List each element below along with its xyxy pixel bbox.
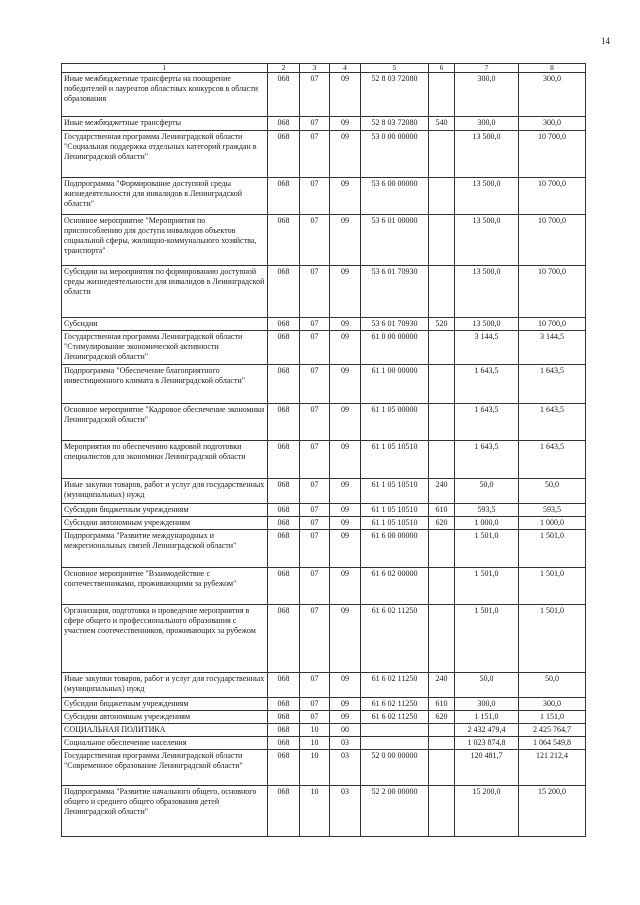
subsection-cell: 09 bbox=[330, 530, 361, 568]
subsection-cell: 09 bbox=[330, 441, 361, 479]
admin-code-cell: 068 bbox=[268, 750, 300, 786]
target-article-cell: 61 0 00 00000 bbox=[361, 331, 429, 365]
column-header: 3 bbox=[300, 64, 330, 73]
admin-code-cell: 068 bbox=[268, 479, 300, 504]
expense-type-cell bbox=[429, 404, 455, 441]
column-header: 4 bbox=[330, 64, 361, 73]
expense-type-cell: 620 bbox=[429, 517, 455, 530]
target-article-cell: 52 2 00 00000 bbox=[361, 786, 429, 837]
amount-year2-cell: 300,0 bbox=[519, 698, 586, 711]
table-row bbox=[62, 215, 586, 266]
amount-year2-cell: 1 643,5 bbox=[519, 404, 586, 441]
section-cell: 07 bbox=[300, 441, 330, 479]
table-row bbox=[62, 517, 586, 530]
table-row bbox=[62, 266, 586, 318]
column-header: 5 bbox=[361, 64, 429, 73]
subsection-cell: 09 bbox=[330, 131, 361, 178]
section-cell: 07 bbox=[300, 530, 330, 568]
admin-code-cell: 068 bbox=[268, 673, 300, 698]
row-name-cell: Социальное обеспечение населения bbox=[62, 737, 268, 750]
target-article-cell: 53 6 01 70930 bbox=[361, 266, 429, 318]
expense-type-cell bbox=[429, 215, 455, 266]
admin-code-cell: 068 bbox=[268, 504, 300, 517]
admin-code-cell: 068 bbox=[268, 605, 300, 673]
amount-year2-cell: 1 643,5 bbox=[519, 365, 586, 404]
target-article-cell: 53 6 01 00000 bbox=[361, 215, 429, 266]
expense-type-cell: 610 bbox=[429, 698, 455, 711]
amount-year2-cell: 1 151,0 bbox=[519, 711, 586, 724]
admin-code-cell: 068 bbox=[268, 365, 300, 404]
amount-year2-cell: 300,0 bbox=[519, 73, 586, 117]
subsection-cell: 09 bbox=[330, 73, 361, 117]
row-name-cell: Субсидии на мероприятия по формированию доступной среды жизнедеятельности для инвалидов в Ленинградской области bbox=[62, 266, 268, 318]
header-row bbox=[62, 64, 586, 73]
section-cell: 07 bbox=[300, 365, 330, 404]
table-row bbox=[62, 530, 586, 568]
admin-code-cell: 068 bbox=[268, 786, 300, 837]
amount-year1-cell: 1 023 874,8 bbox=[455, 737, 519, 750]
table-row bbox=[62, 737, 586, 750]
row-name-cell: Иные межбюджетные трансферты на поощрение победителей и лауреатов областных конкурсов в области образования bbox=[62, 73, 268, 117]
target-article-cell: 61 1 05 10510 bbox=[361, 517, 429, 530]
amount-year1-cell: 1 501,0 bbox=[455, 530, 519, 568]
table-row bbox=[62, 673, 586, 698]
table-row bbox=[62, 331, 586, 365]
expense-type-cell bbox=[429, 441, 455, 479]
section-cell: 10 bbox=[300, 737, 330, 750]
row-name-cell: Субсидии bbox=[62, 318, 268, 331]
amount-year1-cell: 13 500,0 bbox=[455, 131, 519, 178]
amount-year2-cell: 593,5 bbox=[519, 504, 586, 517]
amount-year1-cell: 13 500,0 bbox=[455, 318, 519, 331]
section-cell: 07 bbox=[300, 517, 330, 530]
row-name-cell: Субсидии автономным учреждениям bbox=[62, 711, 268, 724]
amount-year2-cell: 1 064 549,8 bbox=[519, 737, 586, 750]
expense-type-cell bbox=[429, 331, 455, 365]
section-cell: 07 bbox=[300, 504, 330, 517]
subsection-cell: 09 bbox=[330, 673, 361, 698]
admin-code-cell: 068 bbox=[268, 215, 300, 266]
amount-year1-cell: 2 432 479,4 bbox=[455, 724, 519, 737]
subsection-cell: 09 bbox=[330, 517, 361, 530]
subsection-cell: 09 bbox=[330, 331, 361, 365]
table-row bbox=[62, 568, 586, 605]
subsection-cell: 09 bbox=[330, 178, 361, 215]
table-row bbox=[62, 504, 586, 517]
amount-year2-cell: 10 700,0 bbox=[519, 266, 586, 318]
row-name-cell: Мероприятия по обеспечению кадровой подготовки специалистов для экономики Ленинградской области bbox=[62, 441, 268, 479]
admin-code-cell: 068 bbox=[268, 724, 300, 737]
admin-code-cell: 068 bbox=[268, 331, 300, 365]
amount-year1-cell: 300,0 bbox=[455, 698, 519, 711]
subsection-cell: 09 bbox=[330, 215, 361, 266]
row-name-cell: Государственная программа Ленинградской области "Современное образование Ленинградской области" bbox=[62, 750, 268, 786]
row-name-cell: Основное мероприятие "Взаимодействие с соотечественниками, проживающими за рубежом" bbox=[62, 568, 268, 605]
section-cell: 07 bbox=[300, 73, 330, 117]
admin-code-cell: 068 bbox=[268, 737, 300, 750]
subsection-cell: 09 bbox=[330, 568, 361, 605]
amount-year1-cell: 3 144,5 bbox=[455, 331, 519, 365]
target-article-cell: 61 1 00 00000 bbox=[361, 365, 429, 404]
section-cell: 07 bbox=[300, 266, 330, 318]
page-number: 14 bbox=[601, 36, 610, 46]
subsection-cell: 09 bbox=[330, 365, 361, 404]
section-cell: 07 bbox=[300, 673, 330, 698]
expense-type-cell bbox=[429, 178, 455, 215]
subsection-cell: 09 bbox=[330, 479, 361, 504]
table-row bbox=[62, 724, 586, 737]
target-article-cell: 61 6 02 11250 bbox=[361, 711, 429, 724]
target-article-cell: 61 6 00 00000 bbox=[361, 530, 429, 568]
row-name-cell: Субсидии бюджетным учреждениям bbox=[62, 698, 268, 711]
table-row bbox=[62, 318, 586, 331]
section-cell: 07 bbox=[300, 698, 330, 711]
expense-type-cell: 540 bbox=[429, 117, 455, 131]
amount-year1-cell: 120 481,7 bbox=[455, 750, 519, 786]
target-article-cell: 53 0 00 00000 bbox=[361, 131, 429, 178]
target-article-cell: 52 0 00 00000 bbox=[361, 750, 429, 786]
table-row bbox=[62, 750, 586, 786]
table-row bbox=[62, 605, 586, 673]
row-name-cell: Подпрограмма "Развитие начального общего, основного общего и среднего общего образования детей Ленинградской области" bbox=[62, 786, 268, 837]
subsection-cell: 09 bbox=[330, 266, 361, 318]
section-cell: 07 bbox=[300, 331, 330, 365]
column-header: 7 bbox=[455, 64, 519, 73]
amount-year1-cell: 50,0 bbox=[455, 479, 519, 504]
row-name-cell: Основное мероприятие "Мероприятия по приспособлению для доступа инвалидов объектов социальной сферы, жилищно-коммунального хозяйства, транспорта" bbox=[62, 215, 268, 266]
amount-year2-cell: 300,0 bbox=[519, 117, 586, 131]
amount-year1-cell: 1 000,0 bbox=[455, 517, 519, 530]
target-article-cell bbox=[361, 724, 429, 737]
table-row bbox=[62, 73, 586, 117]
amount-year1-cell: 1 151,0 bbox=[455, 711, 519, 724]
section-cell: 07 bbox=[300, 605, 330, 673]
expense-type-cell bbox=[429, 365, 455, 404]
expense-type-cell: 610 bbox=[429, 504, 455, 517]
section-cell: 07 bbox=[300, 404, 330, 441]
amount-year2-cell: 1 501,0 bbox=[519, 530, 586, 568]
target-article-cell: 61 6 02 11250 bbox=[361, 605, 429, 673]
expense-type-cell bbox=[429, 786, 455, 837]
row-name-cell: Организация, подготовка и проведение мероприятия в сфере общего и профессионального образования с участием соотечественников, проживающих за рубежом bbox=[62, 605, 268, 673]
amount-year2-cell: 1 501,0 bbox=[519, 605, 586, 673]
amount-year2-cell: 2 425 764,7 bbox=[519, 724, 586, 737]
amount-year2-cell: 50,0 bbox=[519, 479, 586, 504]
amount-year1-cell: 13 500,0 bbox=[455, 266, 519, 318]
target-article-cell: 61 6 02 00000 bbox=[361, 568, 429, 605]
row-name-cell: СОЦИАЛЬНАЯ ПОЛИТИКА bbox=[62, 724, 268, 737]
subsection-cell: 09 bbox=[330, 711, 361, 724]
row-name-cell: Иные межбюджетные трансферты bbox=[62, 117, 268, 131]
expense-type-cell: 240 bbox=[429, 673, 455, 698]
amount-year1-cell: 1 643,5 bbox=[455, 441, 519, 479]
admin-code-cell: 068 bbox=[268, 711, 300, 724]
target-article-cell: 61 1 05 10510 bbox=[361, 479, 429, 504]
admin-code-cell: 068 bbox=[268, 318, 300, 331]
row-name-cell: Субсидии автономным учреждениям bbox=[62, 517, 268, 530]
subsection-cell: 09 bbox=[330, 117, 361, 131]
table-row bbox=[62, 365, 586, 404]
subsection-cell: 09 bbox=[330, 504, 361, 517]
expense-type-cell bbox=[429, 73, 455, 117]
admin-code-cell: 068 bbox=[268, 131, 300, 178]
amount-year2-cell: 10 700,0 bbox=[519, 215, 586, 266]
admin-code-cell: 068 bbox=[268, 530, 300, 568]
column-header: 8 bbox=[519, 64, 586, 73]
expense-type-cell: 240 bbox=[429, 479, 455, 504]
row-name-cell: Подпрограмма "Развитие международных и межрегиональных связей Ленинградской области" bbox=[62, 530, 268, 568]
column-header: 1 bbox=[62, 64, 268, 73]
amount-year2-cell: 3 144,5 bbox=[519, 331, 586, 365]
amount-year2-cell: 10 700,0 bbox=[519, 131, 586, 178]
amount-year1-cell: 50,0 bbox=[455, 673, 519, 698]
table-row bbox=[62, 441, 586, 479]
expense-type-cell bbox=[429, 605, 455, 673]
admin-code-cell: 068 bbox=[268, 404, 300, 441]
table-row bbox=[62, 404, 586, 441]
section-cell: 10 bbox=[300, 786, 330, 837]
amount-year2-cell: 15 200,0 bbox=[519, 786, 586, 837]
target-article-cell: 53 6 00 00000 bbox=[361, 178, 429, 215]
column-header: 6 bbox=[429, 64, 455, 73]
table-row bbox=[62, 698, 586, 711]
amount-year1-cell: 15 200,0 bbox=[455, 786, 519, 837]
amount-year2-cell: 50,0 bbox=[519, 673, 586, 698]
amount-year2-cell: 121 212,4 bbox=[519, 750, 586, 786]
subsection-cell: 09 bbox=[330, 698, 361, 711]
expense-type-cell bbox=[429, 724, 455, 737]
subsection-cell: 09 bbox=[330, 404, 361, 441]
subsection-cell: 03 bbox=[330, 750, 361, 786]
table-row bbox=[62, 786, 586, 837]
admin-code-cell: 068 bbox=[268, 568, 300, 605]
target-article-cell: 61 1 05 10510 bbox=[361, 504, 429, 517]
row-name-cell: Субсидии бюджетным учреждениям bbox=[62, 504, 268, 517]
admin-code-cell: 068 bbox=[268, 441, 300, 479]
section-cell: 07 bbox=[300, 318, 330, 331]
subsection-cell: 09 bbox=[330, 605, 361, 673]
admin-code-cell: 068 bbox=[268, 517, 300, 530]
target-article-cell: 52 8 03 72080 bbox=[361, 73, 429, 117]
subsection-cell: 03 bbox=[330, 737, 361, 750]
table-row bbox=[62, 479, 586, 504]
target-article-cell: 61 1 05 00000 bbox=[361, 404, 429, 441]
amount-year1-cell: 1 643,5 bbox=[455, 404, 519, 441]
expense-type-cell: 520 bbox=[429, 318, 455, 331]
target-article-cell: 61 6 02 11250 bbox=[361, 673, 429, 698]
table-row bbox=[62, 711, 586, 724]
section-cell: 07 bbox=[300, 117, 330, 131]
expense-type-cell bbox=[429, 750, 455, 786]
amount-year1-cell: 1 643,5 bbox=[455, 365, 519, 404]
target-article-cell: 52 8 03 72080 bbox=[361, 117, 429, 131]
admin-code-cell: 068 bbox=[268, 178, 300, 215]
amount-year2-cell: 1 501,0 bbox=[519, 568, 586, 605]
column-header: 2 bbox=[268, 64, 300, 73]
target-article-cell: 61 6 02 11250 bbox=[361, 698, 429, 711]
subsection-cell: 00 bbox=[330, 724, 361, 737]
amount-year2-cell: 10 700,0 bbox=[519, 318, 586, 331]
row-name-cell: Иные закупки товаров, работ и услуг для государственных (муниципальных) нужд bbox=[62, 479, 268, 504]
table-row bbox=[62, 117, 586, 131]
section-cell: 07 bbox=[300, 215, 330, 266]
admin-code-cell: 068 bbox=[268, 73, 300, 117]
admin-code-cell: 068 bbox=[268, 117, 300, 131]
row-name-cell: Государственная программа Ленинградской области "Стимулирование экономической активности Ленинградской области" bbox=[62, 331, 268, 365]
table-row bbox=[62, 131, 586, 178]
subsection-cell: 09 bbox=[330, 318, 361, 331]
admin-code-cell: 068 bbox=[268, 266, 300, 318]
expense-type-cell bbox=[429, 568, 455, 605]
row-name-cell: Государственная программа Ленинградской области "Социальная поддержка отдельных категорий граждан в Ленинградской области" bbox=[62, 131, 268, 178]
section-cell: 07 bbox=[300, 711, 330, 724]
section-cell: 07 bbox=[300, 568, 330, 605]
row-name-cell: Подпрограмма "Формирование доступной среды жизнедеятельности для инвалидов в Ленинградской области" bbox=[62, 178, 268, 215]
target-article-cell: 61 1 05 10510 bbox=[361, 441, 429, 479]
amount-year1-cell: 300,0 bbox=[455, 73, 519, 117]
row-name-cell: Основное мероприятие "Кадровое обеспечение экономики Ленинградской области" bbox=[62, 404, 268, 441]
section-cell: 07 bbox=[300, 131, 330, 178]
row-name-cell: Иные закупки товаров, работ и услуг для государственных (муниципальных) нужд bbox=[62, 673, 268, 698]
amount-year1-cell: 13 500,0 bbox=[455, 178, 519, 215]
table-body bbox=[62, 73, 586, 837]
amount-year1-cell: 1 501,0 bbox=[455, 605, 519, 673]
section-cell: 10 bbox=[300, 724, 330, 737]
expense-type-cell bbox=[429, 530, 455, 568]
row-name-cell: Подпрограмма "Обеспечение благоприятного инвестиционного климата в Ленинградской области" bbox=[62, 365, 268, 404]
subsection-cell: 03 bbox=[330, 786, 361, 837]
amount-year1-cell: 300,0 bbox=[455, 117, 519, 131]
section-cell: 07 bbox=[300, 178, 330, 215]
table-row bbox=[62, 178, 586, 215]
admin-code-cell: 068 bbox=[268, 698, 300, 711]
expense-type-cell bbox=[429, 737, 455, 750]
section-cell: 07 bbox=[300, 479, 330, 504]
expense-type-cell: 620 bbox=[429, 711, 455, 724]
section-cell: 10 bbox=[300, 750, 330, 786]
amount-year2-cell: 1 000,0 bbox=[519, 517, 586, 530]
amount-year1-cell: 13 500,0 bbox=[455, 215, 519, 266]
amount-year2-cell: 1 643,5 bbox=[519, 441, 586, 479]
expense-type-cell bbox=[429, 131, 455, 178]
budget-table bbox=[61, 63, 586, 837]
expense-type-cell bbox=[429, 266, 455, 318]
target-article-cell: 53 6 01 70930 bbox=[361, 318, 429, 331]
amount-year2-cell: 10 700,0 bbox=[519, 178, 586, 215]
target-article-cell bbox=[361, 737, 429, 750]
amount-year1-cell: 1 501,0 bbox=[455, 568, 519, 605]
amount-year1-cell: 593,5 bbox=[455, 504, 519, 517]
